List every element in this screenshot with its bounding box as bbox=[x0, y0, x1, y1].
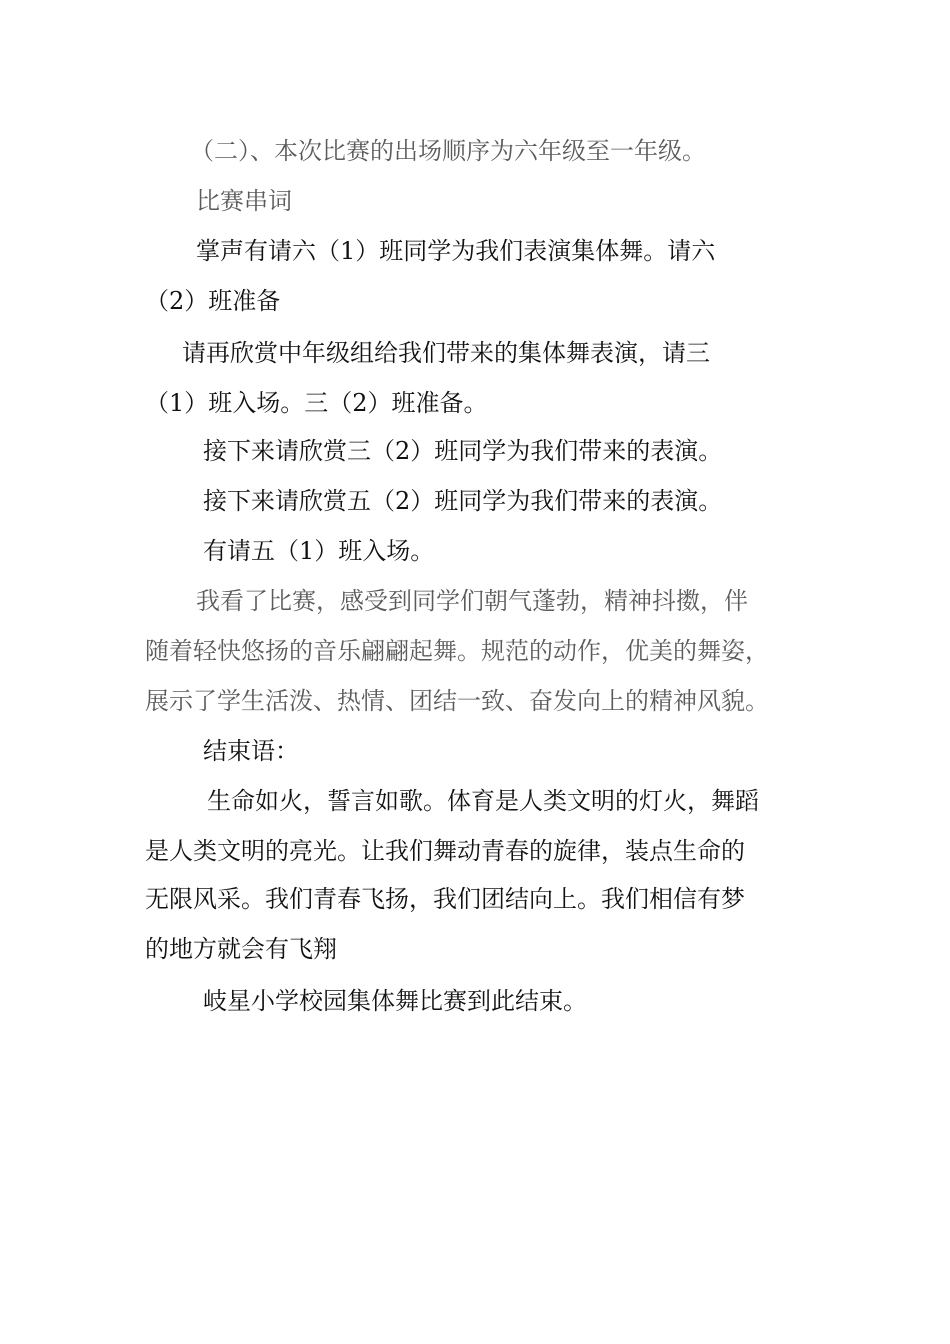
order-note: （二）、本次比赛的出场顺序为六年级至一年级。 bbox=[190, 137, 706, 165]
cue-line-1a: 掌声有请六（1）班同学为我们表演集体舞。请六 bbox=[196, 237, 716, 265]
cue-line-4: 接下来请欣赏五（2）班同学为我们带来的表演。 bbox=[203, 487, 723, 515]
script-heading: 比赛串词 bbox=[196, 187, 292, 215]
final-line: 岐星小学校园集体舞比赛到此结束。 bbox=[203, 987, 587, 1015]
review-line-3: 展示了学生活泼、热情、团结一致、奋发向上的精神风貌。 bbox=[145, 687, 769, 715]
cue-line-2a: 请再欣赏中年级组给我们带来的集体舞表演，请三 bbox=[182, 339, 710, 367]
cue-line-1b: （2）班准备 bbox=[145, 287, 281, 315]
review-line-2: 随着轻快悠扬的音乐翩翩起舞。规范的动作，优美的舞姿， bbox=[145, 637, 769, 665]
closing-line-4: 的地方就会有飞翔 bbox=[145, 935, 337, 963]
closing-heading: 结束语： bbox=[203, 737, 299, 765]
review-line-1: 我看了比赛，感受到同学们朝气蓬勃，精神抖擞，伴 bbox=[196, 587, 748, 615]
cue-line-3: 接下来请欣赏三（2）班同学为我们带来的表演。 bbox=[203, 437, 723, 465]
closing-line-2: 是人类文明的亮光。让我们舞动青春的旋律，装点生命的 bbox=[145, 837, 745, 865]
closing-line-1: 生命如火，誓言如歌。体育是人类文明的灯火，舞蹈 bbox=[207, 787, 759, 815]
cue-line-2b: （1）班入场。三（2）班准备。 bbox=[145, 389, 488, 417]
closing-line-3: 无限风采。我们青春飞扬，我们团结向上。我们相信有梦 bbox=[145, 885, 745, 913]
cue-line-5: 有请五（1）班入场。 bbox=[203, 537, 435, 565]
